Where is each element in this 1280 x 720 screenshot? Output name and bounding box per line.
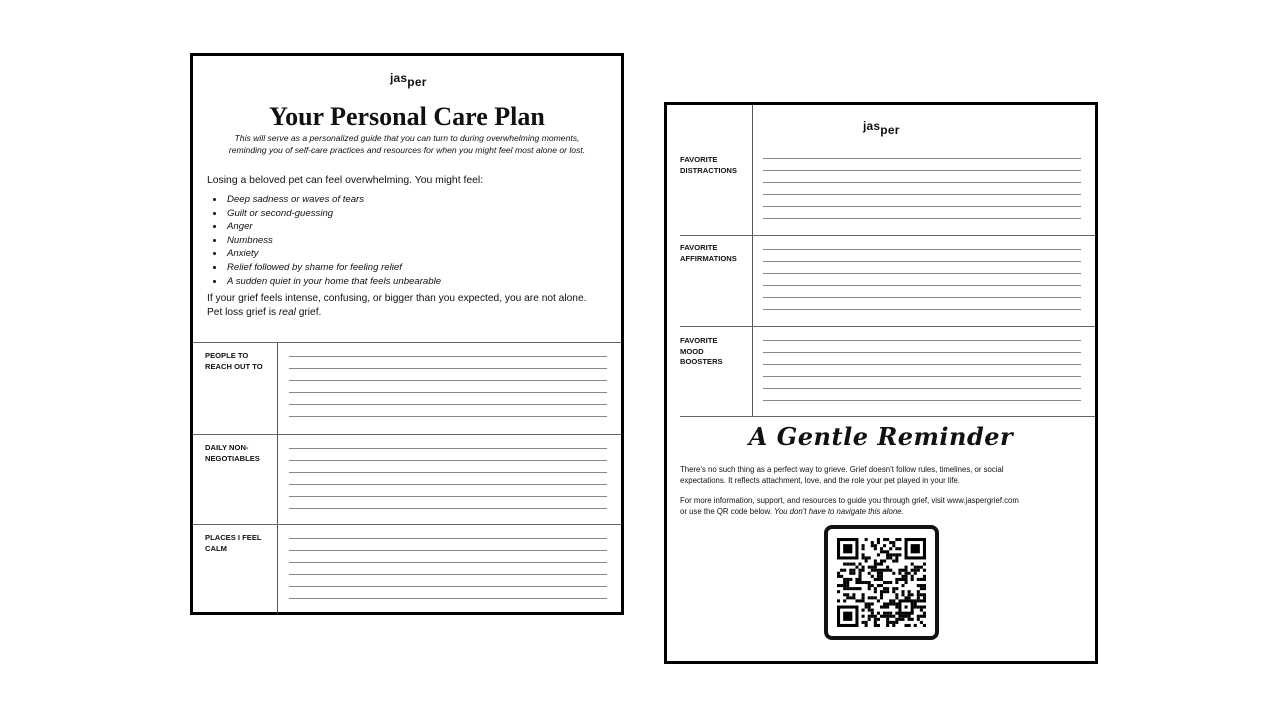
closing-text: If your grief feels intense, confusing, or bigger than you expected, you are not alone. Pet loss grief is real grief.: [207, 293, 587, 318]
write-in-line[interactable]: [289, 356, 607, 357]
list-item: • Anger: [225, 220, 441, 234]
write-in-line[interactable]: [763, 218, 1081, 219]
section-places-i-feel-calm: [193, 524, 621, 613]
write-in-line[interactable]: [763, 285, 1081, 286]
write-in-line[interactable]: [763, 376, 1081, 377]
section-divider: [680, 416, 1095, 417]
write-in-line[interactable]: [289, 484, 607, 485]
qr-code-icon: [837, 538, 926, 627]
feelings-list: [207, 193, 441, 288]
write-in-line[interactable]: [289, 460, 607, 461]
write-in-line[interactable]: [763, 364, 1081, 365]
section-label: PEOPLE TO REACH OUT TO: [205, 351, 263, 371]
write-in-line[interactable]: [289, 472, 607, 473]
write-in-line[interactable]: [763, 388, 1081, 389]
list-item: • Numbness: [225, 234, 441, 248]
intro-text: Losing a beloved pet can feel overwhelming. You might feel:: [207, 175, 484, 186]
section-label: FAVORITE MOOD BOOSTERS: [680, 336, 723, 366]
jasper-logo: jasper: [863, 119, 900, 137]
list-item: • Guilt or second-guessing: [225, 207, 441, 221]
write-in-line[interactable]: [289, 448, 607, 449]
write-in-line[interactable]: [763, 340, 1081, 341]
write-in-line[interactable]: [289, 598, 607, 599]
jasper-logo: jasper: [390, 71, 427, 89]
write-in-line[interactable]: [763, 273, 1081, 274]
write-in-line[interactable]: [763, 352, 1081, 353]
write-in-line[interactable]: [289, 496, 607, 497]
write-in-line[interactable]: [763, 309, 1081, 310]
section-label: FAVORITE DISTRACTIONS: [680, 155, 737, 175]
section-people-to-reach-out-to: [193, 342, 621, 434]
list-item: • Deep sadness or waves of tears: [225, 193, 441, 207]
write-in-line[interactable]: [289, 562, 607, 563]
write-in-line[interactable]: [289, 508, 607, 509]
write-in-line[interactable]: [763, 182, 1081, 183]
write-in-line[interactable]: [289, 550, 607, 551]
write-in-line[interactable]: [763, 249, 1081, 250]
list-item: • Relief followed by shame for feeling relief: [225, 261, 441, 275]
write-in-line[interactable]: [289, 380, 607, 381]
reminder-title: A Gentle Reminder: [748, 422, 1014, 451]
page-subtitle: This will serve as a personalized guide that you can turn to during overwhelming moments, reminding you of self-care practices and resources for when you might feel most alone or lost.: [228, 133, 586, 155]
care-plan-page-2: [664, 102, 1098, 664]
section-favorite-affirmations: [680, 235, 1095, 326]
page-title: Your Personal Care Plan: [269, 102, 545, 131]
write-in-line[interactable]: [763, 261, 1081, 262]
write-in-line[interactable]: [763, 400, 1081, 401]
section-daily-non-negotiables: [193, 434, 621, 524]
section-label: FAVORITE AFFIRMATIONS: [680, 243, 737, 263]
write-in-line[interactable]: [763, 194, 1081, 195]
write-in-line[interactable]: [289, 392, 607, 393]
write-in-line[interactable]: [289, 574, 607, 575]
write-in-line[interactable]: [763, 158, 1081, 159]
write-in-line[interactable]: [289, 368, 607, 369]
resources-paragraph: For more information, support, and resources to guide you through grief, visit www.jaspergrief.com or use the QR code below. You don’t have to navigate this alone.: [680, 496, 1019, 516]
write-in-line[interactable]: [289, 586, 607, 587]
list-item: • Anxiety: [225, 247, 441, 261]
section-favorite-distractions: [667, 145, 1095, 235]
write-in-line[interactable]: [289, 538, 607, 539]
write-in-line[interactable]: [763, 297, 1081, 298]
write-in-line[interactable]: [289, 416, 607, 417]
write-in-line[interactable]: [763, 206, 1081, 207]
section-label: PLACES I FEEL CALM: [205, 533, 262, 553]
list-item: • A sudden quiet in your home that feels unbearable: [225, 275, 441, 289]
section-favorite-mood-boosters: [680, 326, 1095, 416]
reminder-paragraph: There’s no such thing as a perfect way to grieve. Grief doesn’t follow rules, timelines, or social expectations. It reflects attachment, love, and the role your pet played in your life.: [680, 465, 1004, 485]
qr-code[interactable]: [824, 525, 939, 640]
write-in-line[interactable]: [289, 404, 607, 405]
write-in-line[interactable]: [763, 170, 1081, 171]
care-plan-page-1: [190, 53, 624, 615]
section-label: DAILY NON- NEGOTIABLES: [205, 443, 260, 463]
